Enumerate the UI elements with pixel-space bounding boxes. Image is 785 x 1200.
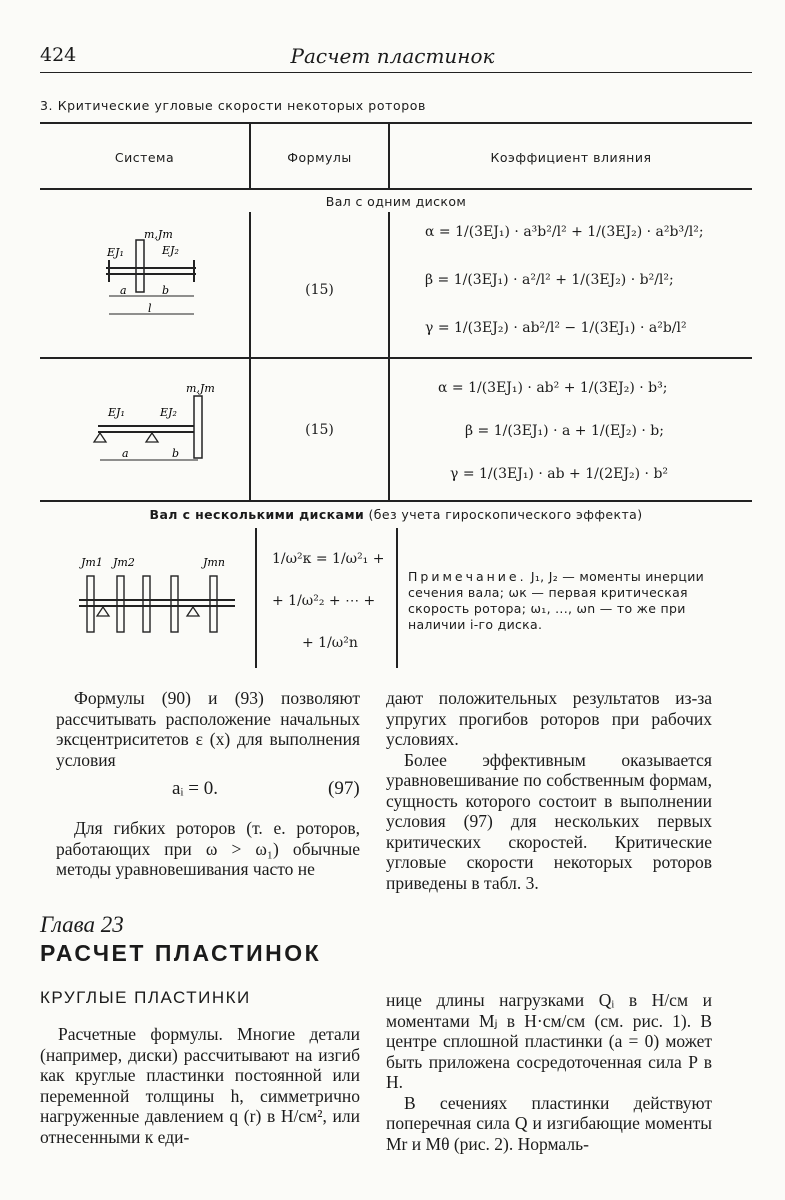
- beta-formula-row2: β = 1/(3EJ₁) · a + 1/(EJ₂) · b;: [465, 423, 664, 439]
- l-label: l: [148, 302, 152, 315]
- left-column-text-2: [56, 818, 360, 880]
- formula-ref-row2: (15): [305, 422, 334, 438]
- note-text: J₁, J₂ — моменты инерции сечения вала; ωк — первая критическая скорость ротора; ω₁, ..., ωn — то же при наличии i-го диска.: [408, 569, 705, 632]
- a-label: a: [122, 447, 129, 460]
- single-disk-shaft-diagram: [90, 222, 200, 322]
- alpha-formula-row1: α = 1/(3EJ₁) · a³b²/l² + 1/(3EJ₂) · a²b³/l²;: [425, 224, 704, 240]
- right-column-text: [386, 688, 712, 893]
- disk-4: [171, 576, 178, 632]
- chapter-right-paragraph-1: нице длины нагрузками Qᵢ в Н/см и моментами Mⱼ в Н·см/см (см. рис. 1). В центре сплошной пластинки (a = 0) может быть приложена сосредоточенная сила P в Н.: [386, 990, 712, 1092]
- section-multi-disk: [40, 507, 752, 522]
- ej1-label: EJ₁: [108, 406, 125, 419]
- middle-support: [146, 433, 158, 442]
- row-divider-2: [40, 500, 752, 502]
- col-divider-1: [249, 212, 251, 500]
- mass-label: m,Jm: [186, 382, 215, 395]
- note-label: Примечание.: [408, 569, 527, 584]
- chapter-right-text: [386, 990, 712, 1154]
- table-note: [408, 569, 708, 633]
- formula-ref-row1: (15): [305, 282, 334, 298]
- a-label: a: [120, 284, 127, 297]
- chapter-label: Глава 23: [40, 912, 124, 937]
- table-top-rule: [40, 122, 752, 124]
- jmn-label: Jmn: [203, 556, 225, 569]
- column-header-coefficient: Коэффициент влияния: [490, 150, 652, 165]
- disk-1: [87, 576, 94, 632]
- section-single-disk: Вал с одним диском: [325, 194, 467, 209]
- disk: [136, 240, 144, 292]
- disk-3: [143, 576, 150, 632]
- equation-number: (97): [328, 778, 360, 799]
- right-paragraph-1: дают положительных результатов из-за упругих прогибов роторов при рабочих условиях.: [386, 688, 712, 749]
- equation-97: aᵢ = 0.: [172, 778, 219, 799]
- left-support: [94, 433, 106, 442]
- col-divider-2: [388, 212, 390, 500]
- left-paragraph-1: Формулы (90) и (93) позволяют рассчитывать расположение начальных эксцентриситетов ε (x) для выполнения условия: [56, 688, 360, 770]
- ej2-label: EJ₂: [162, 244, 179, 257]
- page-number: 424: [40, 44, 77, 66]
- right-paragraph-2: Более эффективным оказывается уравновешивание по собственным формам, сущность которого состоит в выполнении условия (97) для нескольких первых критических скоростей. Критические угловые скорости некоторых роторов приведены в табл. 3.: [386, 749, 712, 893]
- ej2-label: EJ₂: [160, 406, 177, 419]
- section-multi-disk-rest: (без учета гироскопического эффекта): [368, 507, 643, 522]
- right-support: [187, 607, 199, 616]
- disk-2: [117, 576, 124, 632]
- row-divider-1: [40, 357, 752, 359]
- chapter-title: РАСЧЕТ ПЛАСТИНОК: [40, 940, 322, 966]
- multi-disk-formula: [272, 538, 384, 664]
- b-label: b: [162, 284, 170, 297]
- overhang-disk-shaft-diagram: [90, 378, 230, 478]
- left-column-text: [56, 688, 360, 770]
- multi-disk-formula-line-2: + 1/ω²₂ + ⋯ +: [272, 593, 376, 609]
- table-header-rule: [40, 188, 752, 190]
- mass-label: m,Jm: [144, 228, 173, 241]
- disk-n: [210, 576, 217, 632]
- gamma-formula-row2: γ = 1/(3EJ₁) · ab + 1/(2EJ₂) · b²: [450, 466, 669, 482]
- chapter-left-text: [40, 1024, 360, 1147]
- left-paragraph-2: Для гибких роторов (т. е. роторов, работающих при ω > ω₁) обычные методы уравновешивания часто не: [56, 818, 360, 879]
- column-header-formulas: Формулы: [287, 150, 352, 165]
- multi-disk-shaft-diagram: [75, 552, 245, 638]
- column-header-system: Система: [114, 150, 175, 165]
- col-divider-3: [255, 528, 257, 668]
- chapter-left-paragraph: Расчетные формулы. Многие детали (например, диски) рассчитывают на изгиб как круглые пластинки постоянной или переменной толщины h, симметрично нагруженные давлением q (r) в Н/см², или отнесенными к еди-: [40, 1024, 360, 1147]
- section-multi-disk-bold: Вал с несколькими дисками: [149, 507, 365, 522]
- left-support: [97, 607, 109, 616]
- table-caption: 3. Критические угловые скорости некоторых роторов: [40, 98, 426, 113]
- multi-disk-formula-line-1: 1/ω²к = 1/ω²₁ +: [272, 551, 385, 567]
- ej1-label: EJ₁: [107, 246, 124, 259]
- chapter-right-paragraph-2: В сечениях пластинки действуют поперечная сила Q и изгибающие моменты Mr и Mθ (рис. 2). Нормаль-: [386, 1092, 712, 1154]
- col-divider-4: [396, 528, 398, 668]
- disk: [194, 396, 202, 458]
- section-heading: КРУГЛЫЕ ПЛАСТИНКИ: [40, 988, 251, 1007]
- jm2-label: Jm2: [113, 556, 135, 569]
- beta-formula-row1: β = 1/(3EJ₁) · a²/l² + 1/(3EJ₂) · b²/l²;: [425, 272, 674, 288]
- header-rule: [40, 72, 752, 73]
- running-title: Расчет пластинок: [290, 44, 495, 68]
- jm1-label: Jm1: [81, 556, 103, 569]
- multi-disk-formula-line-3: + 1/ω²n: [302, 635, 358, 651]
- gamma-formula-row1: γ = 1/(3EJ₂) · ab²/l² − 1/(3EJ₁) · a²b/l²: [425, 320, 687, 336]
- b-label: b: [172, 447, 180, 460]
- alpha-formula-row2: α = 1/(3EJ₁) · ab² + 1/(3EJ₂) · b³;: [438, 380, 668, 396]
